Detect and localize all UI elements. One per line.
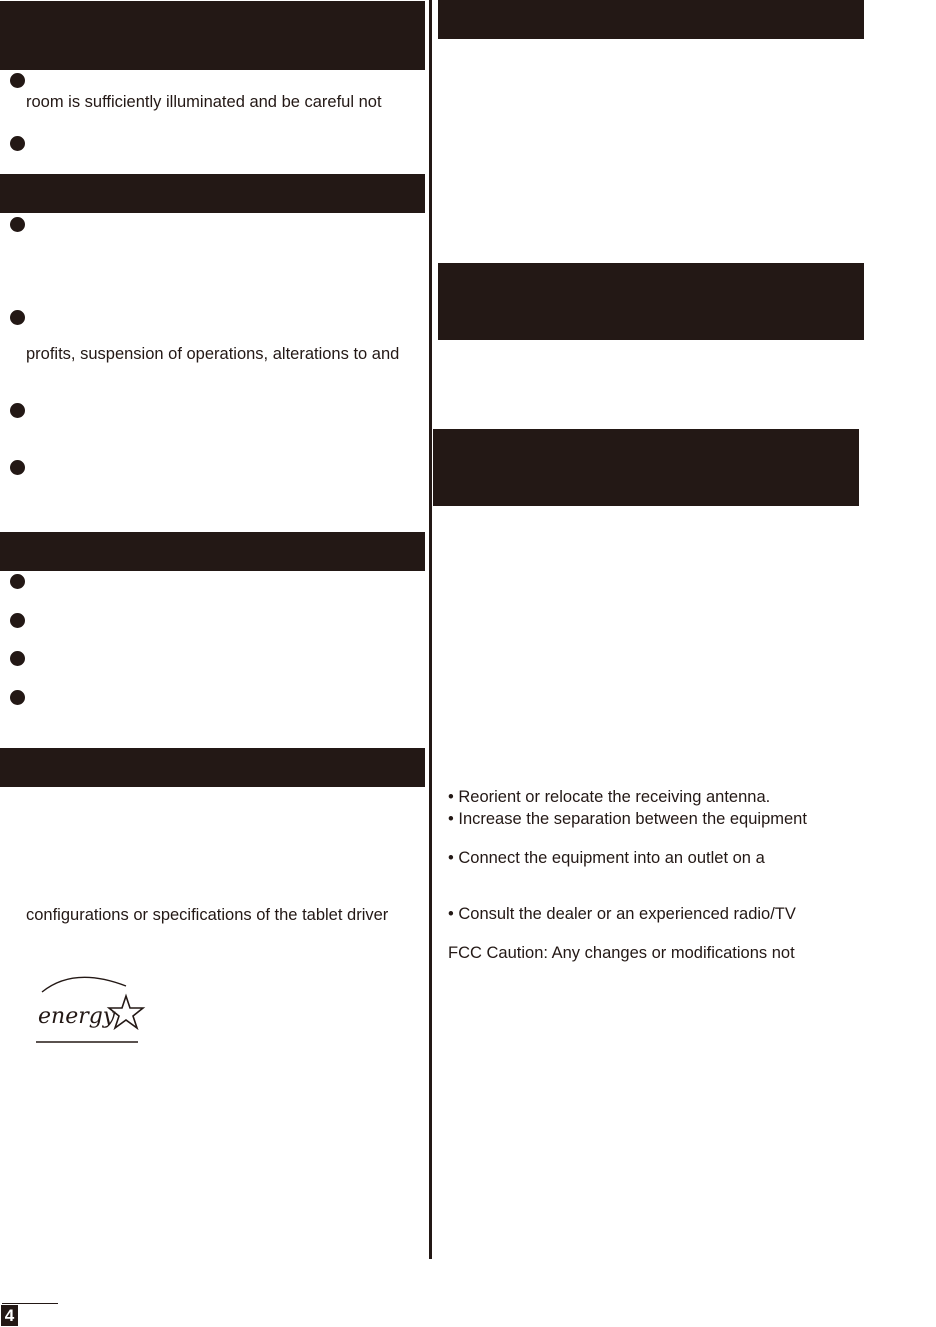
section-header-bar-5 bbox=[438, 0, 864, 39]
section-header-bar-7 bbox=[433, 429, 859, 506]
bullet-icon bbox=[10, 651, 25, 666]
bullet-icon bbox=[10, 460, 25, 475]
energy-star-logo bbox=[34, 970, 146, 1046]
text-line-illumination: room is sufficiently illuminated and be careful not bbox=[26, 93, 382, 111]
bullet-icon bbox=[10, 217, 25, 232]
measure-consult: • Consult the dealer or an experienced radio/TV bbox=[448, 905, 796, 923]
bullet-icon bbox=[10, 403, 25, 418]
bullet-icon bbox=[10, 310, 25, 325]
fcc-caution: FCC Caution: Any changes or modifications not bbox=[448, 944, 795, 962]
section-header-bar-1 bbox=[0, 1, 425, 70]
text-line-profits: profits, suspension of operations, alterations to and bbox=[26, 345, 400, 363]
page-number: 4 bbox=[1, 1305, 18, 1326]
bullet-icon bbox=[10, 73, 25, 88]
bullet-icon bbox=[10, 136, 25, 151]
text-line-configurations: configurations or specifications of the tablet driver bbox=[26, 906, 389, 924]
svg-text:energy: energy bbox=[38, 1004, 116, 1029]
page-number-rule bbox=[2, 1303, 58, 1304]
section-header-bar-2 bbox=[0, 174, 425, 213]
measure-separation: • Increase the separation between the equipment bbox=[448, 810, 807, 828]
bullet-icon bbox=[10, 574, 25, 589]
bullet-icon bbox=[10, 690, 25, 705]
section-header-bar-6 bbox=[438, 263, 864, 340]
bullet-icon bbox=[10, 613, 25, 628]
section-header-bar-4 bbox=[0, 748, 425, 787]
measure-reorient: • Reorient or relocate the receiving antenna. bbox=[448, 788, 771, 806]
section-header-bar-3 bbox=[0, 532, 425, 571]
measure-outlet: • Connect the equipment into an outlet on a bbox=[448, 849, 765, 867]
column-divider bbox=[429, 0, 432, 1259]
